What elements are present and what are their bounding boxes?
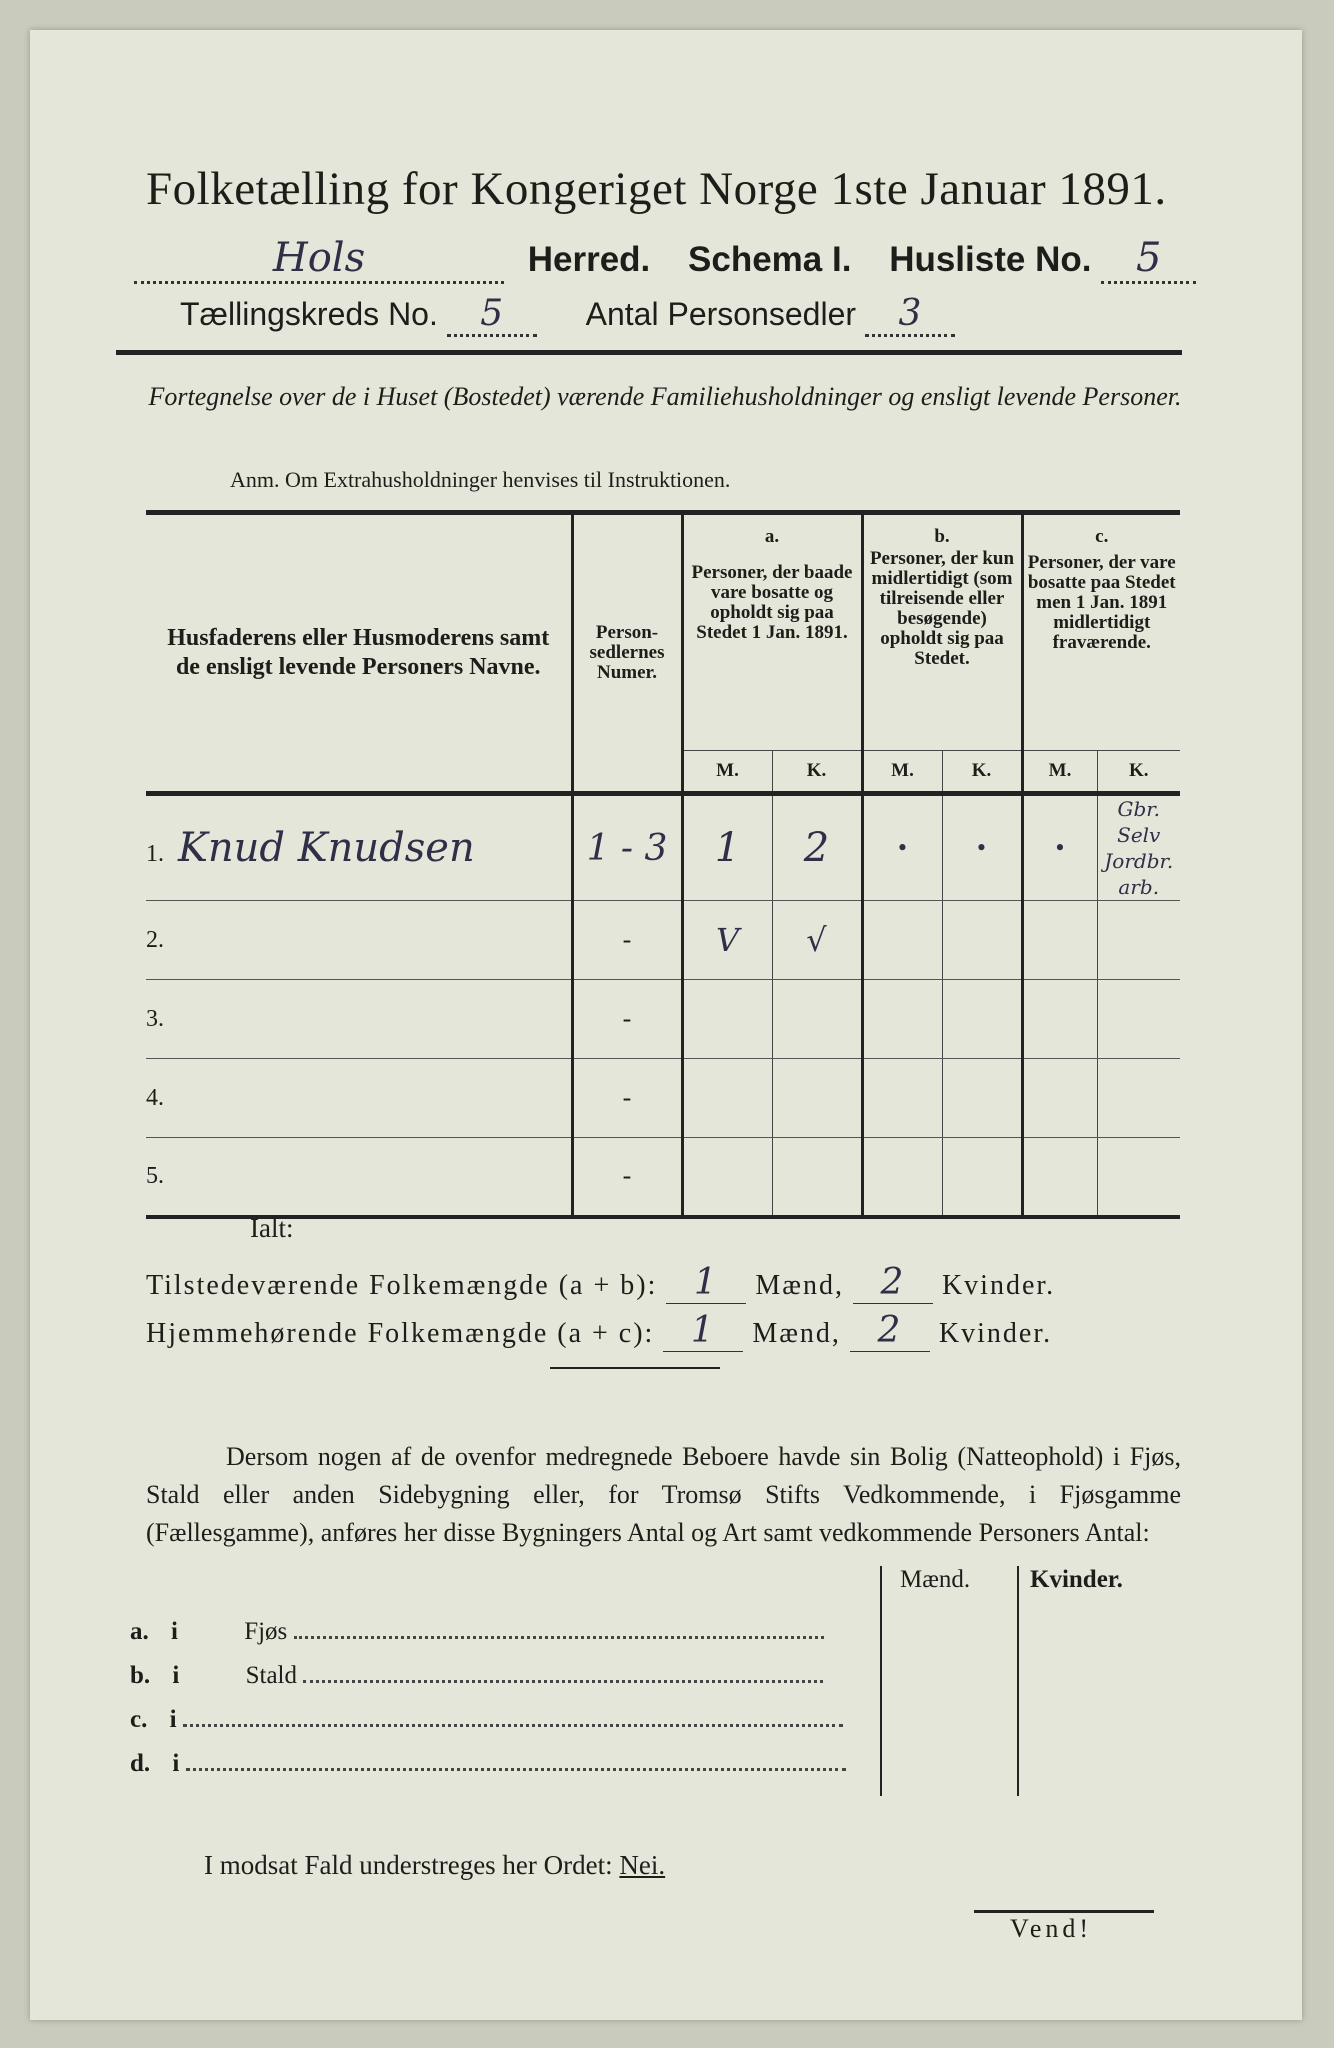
total-present-women: 2	[853, 1262, 933, 1304]
row-a-k: √	[772, 901, 862, 980]
row-num: -	[572, 980, 682, 1059]
building-leader	[186, 1768, 846, 1771]
row-a-m	[682, 980, 772, 1059]
table-row	[146, 901, 1180, 980]
row-num: 1 - 3	[572, 794, 682, 901]
header-rule	[116, 350, 1182, 355]
total-resident-label: Hjemmehørende Folkemængde (a + c):	[146, 1318, 655, 1349]
row-c-m: •	[1022, 794, 1097, 901]
row-a-k	[772, 1138, 862, 1217]
kreds-line	[180, 293, 955, 337]
row-b-m: •	[862, 794, 942, 901]
row-c-k	[1097, 980, 1180, 1059]
table-row	[146, 1138, 1180, 1217]
building-label: Stald	[245, 1662, 298, 1689]
vend-rule	[974, 1910, 1154, 1913]
row-name: Knud Knudsen	[178, 825, 475, 871]
total-line-present	[146, 1262, 1055, 1304]
census-form-sheet	[30, 30, 1302, 2020]
row-c-k	[1097, 901, 1180, 980]
col-a-letter: a.	[764, 526, 780, 547]
building-leader	[183, 1724, 843, 1727]
modsat-text: I modsat Fald understreges her Ordet:	[204, 1850, 613, 1880]
table-row	[146, 980, 1180, 1059]
row-b-k	[942, 1138, 1022, 1217]
row-c-m	[1022, 901, 1097, 980]
row-b-k	[942, 901, 1022, 980]
building-letter: b.	[130, 1662, 151, 1689]
total-present-label: Tilstedeværende Folkemængde (a + b):	[146, 1270, 658, 1301]
vend-label: Vend!	[1010, 1914, 1093, 1943]
total-resident-men: 1	[663, 1310, 743, 1352]
section-divider	[550, 1367, 720, 1369]
total-resident-maend: Mænd,	[752, 1318, 841, 1349]
col-c-header	[1022, 513, 1180, 751]
building-row-a	[130, 1618, 824, 1646]
row-a-k	[772, 1059, 862, 1138]
row-a-m	[682, 1059, 772, 1138]
total-resident-kvinder: Kvinder.	[938, 1318, 1053, 1349]
form-subtitle: Fortegnelse over de i Huset (Bostedet) værende Familiehusholdninger og ensligt levende Personer.	[148, 382, 1182, 411]
row-b-m	[862, 901, 942, 980]
row-c-k	[1097, 1059, 1180, 1138]
row-b-k	[942, 980, 1022, 1059]
row-c-m	[1022, 1059, 1097, 1138]
row-number: 4.	[146, 1059, 572, 1138]
col-c-k: K.	[1097, 751, 1180, 794]
row-number: 2.	[146, 901, 572, 980]
col-b-m: M.	[862, 751, 942, 794]
buildings-divider-right	[1017, 1566, 1019, 1796]
herred-line	[134, 235, 1196, 284]
row-b-m	[862, 980, 942, 1059]
col-name-header: Husfaderens eller Husmoderens samt de ensligt levende Personers Navne.	[167, 625, 550, 680]
col-a-m: M.	[682, 751, 772, 794]
row-number: 3.	[146, 980, 572, 1059]
row-b-m	[862, 1059, 942, 1138]
table-row	[146, 794, 1180, 901]
building-label: Fjøs	[244, 1618, 288, 1645]
table-row	[146, 1059, 1180, 1138]
husliste-label: Husliste No.	[889, 240, 1092, 279]
anm-note: Anm. Om Extrahusholdninger henvises til Instruktionen.	[230, 467, 731, 492]
outbuilding-paragraph: Dersom nogen af de ovenfor medregnede Beboere havde sin Bolig (Natteophold) i Fjøs, Stald eller anden Sidebygning eller, for Tromsø Stifts Vedkommende, i Fjøsgamme (Fællesgamme), anføres her disse Bygningers Antal og Art samt vedkommende Personers Antal:	[146, 1442, 1181, 1547]
kreds-label: Tællingskreds No.	[180, 296, 438, 332]
buildings-divider-left	[880, 1566, 882, 1796]
col-b-letter: b.	[934, 526, 950, 547]
herred-value: Hols	[134, 235, 504, 284]
row-a-m	[682, 1138, 772, 1217]
total-present-kvinder: Kvinder.	[941, 1270, 1056, 1301]
ialt-label: Ialt:	[250, 1213, 294, 1243]
row-b-m	[862, 1138, 942, 1217]
col-b-header	[862, 513, 1022, 751]
building-letter: d.	[130, 1750, 151, 1777]
building-letter: c.	[130, 1706, 148, 1733]
col-b-text: Personer, der kun midlertidigt (som tilreisende eller besøgende) opholdt sig paa Stedet.	[869, 548, 1015, 669]
building-i: i	[172, 1750, 180, 1777]
antal-value: 3	[865, 293, 955, 337]
row-b-k: •	[942, 794, 1022, 901]
col-num-header: Person-sedlernes Numer.	[572, 513, 682, 794]
buildings-kvinder-header: Kvinder.	[1030, 1566, 1123, 1593]
buildings-maend-header: Mænd.	[900, 1566, 971, 1593]
row-num: -	[572, 1138, 682, 1217]
herred-label: Herred.	[527, 240, 651, 279]
col-c-letter: c.	[1095, 526, 1109, 547]
building-leader	[294, 1636, 824, 1639]
schema-label: Schema I.	[688, 240, 852, 279]
row-a-m: V	[682, 901, 772, 980]
modsat-line	[204, 1850, 665, 1881]
row-number: 1.	[146, 841, 164, 867]
col-a-header	[682, 513, 862, 751]
col-a-text: Personer, der baade vare bosatte og opholdt sig paa Stedet 1 Jan. 1891.	[691, 562, 853, 643]
building-letter: a.	[130, 1618, 149, 1645]
building-row-b	[130, 1662, 823, 1690]
row-num: -	[572, 1059, 682, 1138]
row-c-m	[1022, 1138, 1097, 1217]
row-a-m: 1	[682, 794, 772, 901]
modsat-word: Nei.	[619, 1850, 666, 1880]
col-b-k: K.	[942, 751, 1022, 794]
total-present-men: 1	[666, 1262, 746, 1304]
kreds-value: 5	[447, 293, 537, 337]
antal-label: Antal Personsedler	[585, 296, 857, 332]
row-a-k: 2	[772, 794, 862, 901]
total-present-maend: Mænd,	[755, 1270, 844, 1301]
building-row-d	[130, 1750, 846, 1778]
form-title: Folketælling for Kongeriget Norge 1ste Januar 1891.	[146, 163, 1167, 215]
row-c-m	[1022, 980, 1097, 1059]
row-num: -	[572, 901, 682, 980]
building-i: i	[171, 1618, 178, 1645]
building-i: i	[172, 1662, 180, 1689]
row-number: 5.	[146, 1162, 164, 1189]
household-table	[146, 510, 1180, 1219]
col-c-text: Personer, der vare bosatte paa Stedet men 1 Jan. 1891 midlertidigt fraværende.	[1027, 552, 1176, 653]
col-c-m: M.	[1022, 751, 1097, 794]
total-line-resident	[146, 1310, 1052, 1352]
husliste-value: 5	[1101, 235, 1196, 284]
col-a-k: K.	[772, 751, 862, 794]
total-resident-women: 2	[850, 1310, 930, 1352]
building-leader	[303, 1680, 823, 1683]
row-a-k	[772, 980, 862, 1059]
row-c-k	[1097, 1138, 1180, 1217]
row-c-k: Gbr. Selv Jordbr. arb.	[1097, 794, 1180, 901]
row-b-k	[942, 1059, 1022, 1138]
building-i: i	[169, 1706, 177, 1733]
building-row-c	[130, 1706, 843, 1734]
